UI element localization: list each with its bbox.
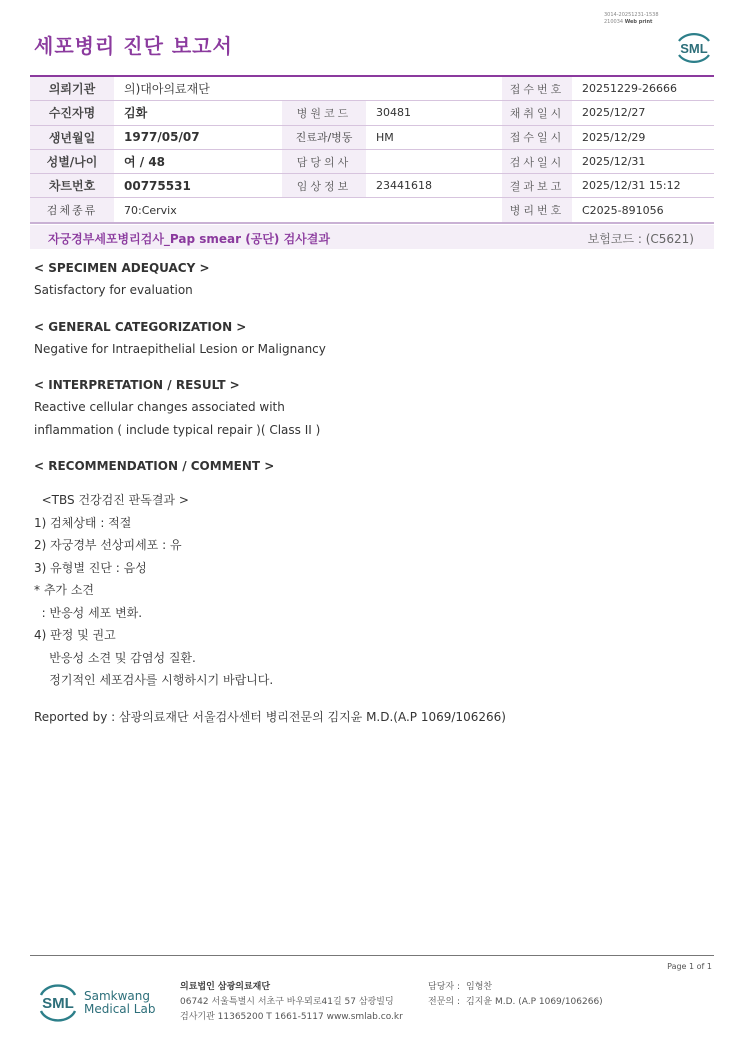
footer-sml-logo [36, 978, 80, 1026]
interpretation-line: Reactive cellular changes associated with [34, 400, 285, 414]
comment-line: <TBS 건강검진 판독결과 > [34, 493, 189, 507]
print-meta-line2: 210034 Web print [604, 19, 653, 25]
staff-label: 담당자 : [428, 982, 460, 992]
label-sex-age: 성별/나이 [30, 149, 114, 173]
sml-logo [673, 27, 715, 67]
general-categorization-text: Negative for Intraepithelial Lesion or Malignancy [34, 341, 326, 356]
page-number: Page 1 of 1 [667, 962, 712, 971]
value-physician [366, 149, 502, 173]
value-requesting-institution: 의)대아의료재단 [114, 76, 502, 101]
value-sex-age: 여 / 48 [114, 149, 282, 173]
specimen-adequacy-heading: < SPECIMEN ADEQUACY > [34, 261, 210, 275]
table-row [30, 101, 714, 125]
insurance-code: 보험코드 : (C5621) [587, 232, 694, 246]
footer-logo-text: SML [42, 995, 74, 1012]
brand-line: Medical Lab [84, 1002, 156, 1016]
label-chart-number: 차트번호 [30, 174, 114, 198]
label-collection-date: 채취일시 [502, 101, 572, 125]
table-row [30, 125, 714, 149]
sml-logo-text: SML [680, 41, 708, 56]
staff-info [428, 980, 603, 1010]
brand-line: Samkwang [84, 989, 150, 1003]
value-hospital-code: 30481 [366, 101, 502, 125]
label-clinical-info: 임상정보 [282, 174, 366, 198]
web-print-label: Web print [624, 19, 653, 25]
label-department: 진료과/병동 [282, 125, 366, 149]
general-categorization-heading: < GENERAL CATEGORIZATION > [34, 319, 247, 334]
table-row [30, 149, 714, 173]
comment-line: 4) 판정 및 권고 [34, 628, 116, 642]
interpretation-heading: < INTERPRETATION / RESULT > [34, 378, 240, 392]
value-collection-date: 2025/12/27 [572, 101, 714, 125]
staff-name: 임형찬 [466, 982, 493, 992]
value-chart-number: 00775531 [114, 174, 282, 198]
footer-divider [30, 955, 714, 956]
print-meta-line1: 3014-20251231-1538 [604, 12, 659, 18]
value-pathology-number: C2025-891056 [572, 198, 714, 223]
value-patient-name: 김화 [114, 101, 282, 125]
label-birth-date: 생년월일 [30, 125, 114, 149]
value-test-date: 2025/12/31 [572, 149, 714, 173]
corporation-contact: 검사기관 11365200 T 1661-5117 www.smlab.co.kr [180, 1012, 403, 1022]
comment-line: 3) 유형별 진단 : 음성 [34, 560, 147, 575]
comment-line: 반응성 소견 및 감염성 질환. [34, 650, 196, 665]
corporation-info [180, 980, 403, 1025]
specialist-name: 김지윤 M.D. (A.P 1069/106266) [466, 997, 603, 1007]
specimen-adequacy-text: Satisfactory for evaluation [34, 283, 193, 297]
patient-info-table [30, 75, 714, 224]
corporation-name: 의료법인 삼광의료재단 [180, 982, 271, 992]
value-department: HM [366, 125, 502, 149]
brand-name [84, 990, 155, 1016]
value-specimen-type: 70:Cervix [114, 198, 502, 223]
label-hospital-code: 병원코드 [282, 101, 366, 125]
exam-title: 자궁경부세포병리검사_Pap smear (공단) 검사결과 [48, 232, 330, 246]
comment-line: 1) 검체상태 : 적절 [34, 515, 132, 530]
label-patient-name: 수진자명 [30, 101, 114, 125]
table-row [30, 76, 714, 101]
label-receipt-number: 접수번호 [502, 76, 572, 101]
comment-line: 정기적인 세포검사를 시행하시기 바랍니다. [34, 673, 274, 687]
value-receipt-date: 2025/12/29 [572, 125, 714, 149]
value-receipt-number: 20251229-26666 [572, 76, 714, 101]
corporation-address: 06742 서울특별시 서초구 바우뫼로41길 57 삼광빌딩 [180, 997, 394, 1007]
reported-by: Reported by : 삼광의료재단 서울검사센터 병리전문의 김지윤 M.D.(A.P 1069/106266) [34, 709, 506, 724]
label-result-report: 결과보고 [502, 174, 572, 198]
value-birth-date: 1977/05/07 [114, 125, 282, 149]
report-body [34, 257, 714, 728]
comment-line: : 반응성 세포 변화. [34, 605, 143, 620]
label-physician: 담당의사 [282, 149, 366, 173]
table-row [30, 198, 714, 223]
value-result-report: 2025/12/31 15:12 [572, 174, 714, 198]
label-specimen-type: 검체종류 [30, 198, 114, 223]
comment-line: * 추가 소견 [34, 583, 94, 597]
specialist-label: 전문의 : [428, 997, 460, 1007]
label-requesting-institution: 의뢰기관 [30, 76, 114, 101]
value-clinical-info: 23441618 [366, 174, 502, 198]
table-row [30, 174, 714, 198]
label-test-date: 검사일시 [502, 149, 572, 173]
interpretation-line: inflammation ( include typical repair )( Class II ) [34, 422, 321, 437]
page-title: 세포병리 진단 보고서 [34, 34, 233, 58]
label-receipt-date: 접수일시 [502, 125, 572, 149]
print-meta [604, 12, 659, 26]
exam-title-bar [30, 225, 714, 249]
comment-line: 2) 자궁경부 선상피세포 : 유 [34, 538, 182, 552]
recommendation-heading: < RECOMMENDATION / COMMENT > [34, 459, 275, 473]
label-pathology-number: 병리번호 [502, 198, 572, 223]
